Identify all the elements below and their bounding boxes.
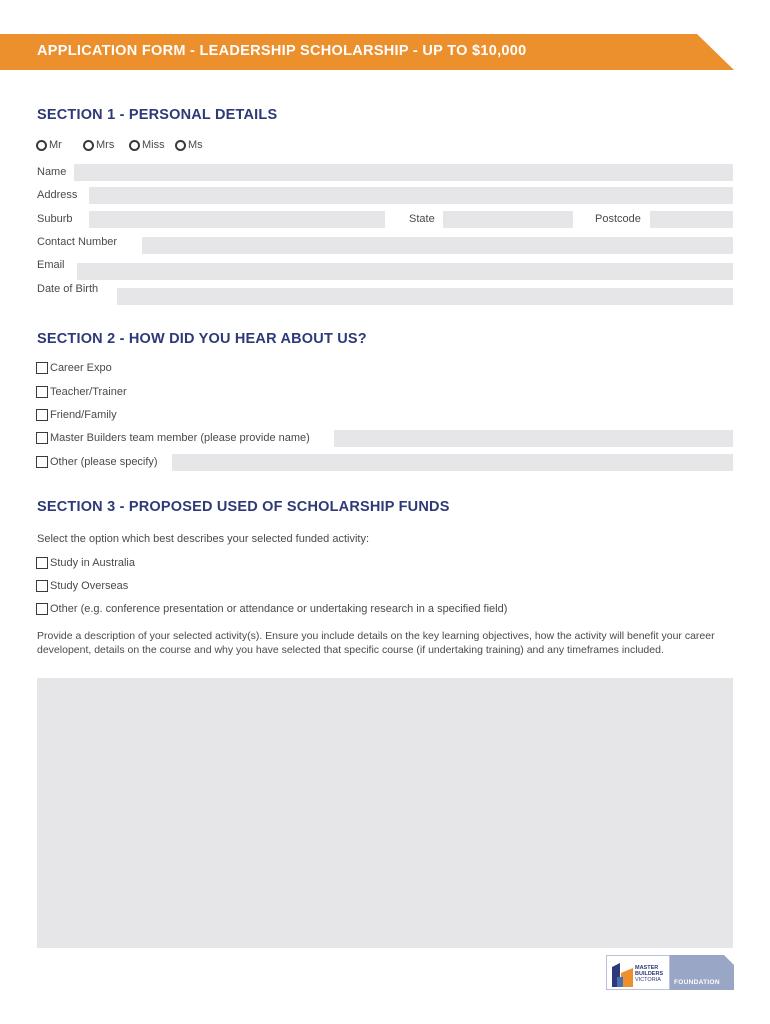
logo-wordmark [635,965,663,983]
master-builders-foundation-logo [606,955,734,990]
logo-foundation-text: FOUNDATION [674,979,720,986]
state-label: State [409,213,435,225]
checkbox-label: Teacher/Trainer [50,386,127,398]
hear-option-teacher-trainer[interactable] [36,385,127,399]
checkbox[interactable] [36,580,48,592]
title-radio-mrs[interactable] [83,138,114,152]
logo-mark-panel [606,955,670,990]
section-3-heading: SECTION 3 - PROPOSED USED OF SCHOLARSHIP FUNDS [37,499,450,515]
radio-label-ms: Ms [188,139,203,151]
contact-number-label: Contact Number [37,236,118,248]
checkbox[interactable] [36,362,48,374]
radio-button[interactable] [83,140,94,151]
dob-field[interactable] [117,288,733,305]
building-mark-icon [609,959,635,989]
checkbox-label: Study in Australia [50,557,135,569]
checkbox-label: Other (please specify) [50,456,158,468]
dob-label: Date of Birth [37,283,99,295]
email-label: Email [37,259,65,271]
description-prompt: Provide a description of your selected activity(s). Ensure you include details on the key learning objectives, how the activity will benefit your career developent, details on the course and why you have selected that specific course (if undertaking training) and any timeframes included. [37,630,715,656]
logo-line-2: BUILDERS [635,971,664,977]
activity-option-other[interactable] [36,602,507,616]
title-radio-ms[interactable] [175,138,203,152]
radio-label-mr: Mr [49,139,62,151]
team-member-name-field[interactable] [334,430,733,447]
postcode-field[interactable] [650,211,733,228]
suburb-label: Suburb [37,213,73,225]
address-field[interactable] [89,187,733,204]
name-label: Name [37,166,67,178]
radio-button[interactable] [36,140,47,151]
email-field[interactable] [77,263,733,280]
hear-option-other[interactable] [36,455,158,469]
checkbox-label: Friend/Family [50,409,117,421]
activity-description-textarea[interactable] [37,678,733,948]
checkbox[interactable] [36,456,48,468]
checkbox[interactable] [36,432,48,444]
checkbox-label: Career Expo [50,362,112,374]
checkbox[interactable] [36,557,48,569]
suburb-field[interactable] [89,211,385,228]
form-title: APPLICATION FORM - LEADERSHIP SCHOLARSHIP - UP TO $10,000 [37,43,527,59]
title-radio-miss[interactable] [129,138,165,152]
name-field[interactable] [74,164,733,181]
hear-option-career-expo[interactable] [36,361,112,375]
radio-label-miss: Miss [142,139,165,151]
hear-option-friend-family[interactable] [36,408,117,422]
postcode-label: Postcode [595,213,641,225]
section-1-heading: SECTION 1 - PERSONAL DETAILS [37,107,278,123]
radio-button[interactable] [129,140,140,151]
checkbox-label: Master Builders team member (please provide name) [50,432,310,444]
state-field[interactable] [443,211,573,228]
title-radio-mr[interactable] [36,138,62,152]
contact-number-field[interactable] [142,237,733,254]
checkbox-label: Other (e.g. conference presentation or attendance or undertaking research in a specified field) [50,603,508,615]
checkbox[interactable] [36,386,48,398]
address-label: Address [37,189,78,201]
radio-button[interactable] [175,140,186,151]
logo-line-3: VICTORIA [635,977,661,983]
section-3-intro: Select the option which best describes your selected funded activity: [37,533,370,545]
checkbox[interactable] [36,603,48,615]
logo-line-1: MASTER [635,965,659,971]
checkbox-label: Study Overseas [50,580,129,592]
other-specify-field[interactable] [172,454,733,471]
activity-option-study-australia[interactable] [36,556,135,570]
section-2-heading: SECTION 2 - HOW DID YOU HEAR ABOUT US? [37,331,367,347]
checkbox[interactable] [36,409,48,421]
logo-foundation-panel [670,955,734,990]
form-title-banner [0,34,734,70]
hear-option-team-member[interactable] [36,431,310,445]
radio-label-mrs: Mrs [96,139,115,151]
activity-option-study-overseas[interactable] [36,579,128,593]
